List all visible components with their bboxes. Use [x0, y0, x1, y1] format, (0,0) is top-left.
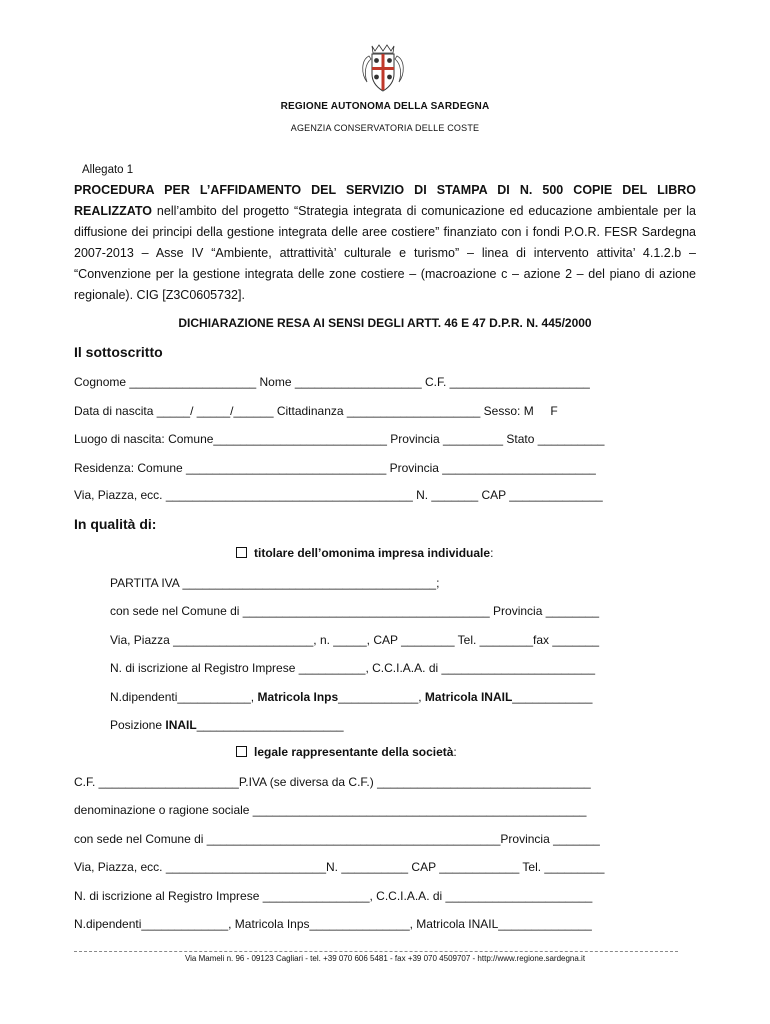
- field-data-nascita[interactable]: Data di nascita _____/ _____/______ Cittadinanza ____________________ Sesso: M F: [74, 404, 558, 418]
- qualita-heading: In qualità di:: [74, 516, 157, 532]
- field-via-piazza-societa[interactable]: Via, Piazza, ecc. ________________________N. __________ CAP ____________ Tel. _________: [74, 860, 605, 874]
- option-legale-label: legale rappresentante della società: [254, 745, 454, 759]
- field-via-piazza-titolare[interactable]: Via, Piazza _____________________, n. _____, CAP ________ Tel. ________fax _______: [110, 633, 600, 647]
- field-luogo-nascita[interactable]: Luogo di nascita: Comune__________________________ Provincia _________ Stato __________: [74, 432, 605, 446]
- field-partita-iva[interactable]: PARTITA IVA ______________________________________;: [110, 576, 440, 590]
- declaration-heading: DICHIARAZIONE RESA AI SENSI DEGLI ARTT. 46 E 47 D.P.R. N. 445/2000: [178, 316, 592, 330]
- field-denominazione[interactable]: denominazione o ragione sociale __________________________________________________: [74, 803, 587, 817]
- field-dipendenti-matricole[interactable]: N.dipendenti___________, Matricola Inps____________, Matricola INAIL____________: [110, 690, 593, 704]
- field-cognome-nome-cf[interactable]: Cognome ___________________ Nome ___________________ C.F. _____________________: [74, 375, 590, 389]
- procedure-title-bold: PROCEDURA PER L’AFFIDAMENTO DEL SERVIZIO DI STAMPA DI N. 500 COPIE DEL LIBRO REALIZZATO: [74, 183, 696, 218]
- field-residenza[interactable]: Residenza: Comune ______________________________ Provincia _______________________: [74, 461, 596, 475]
- procedure-title: [74, 180, 696, 306]
- field-cf-piva-societa[interactable]: C.F. _____________________P.IVA (se diversa da C.F.) ________________________________: [74, 775, 591, 789]
- field-registro-imprese-societa[interactable]: N. di iscrizione al Registro Imprese ________________, C.C.I.A.A. di ______________________: [74, 889, 593, 903]
- option-legale-rappresentante[interactable]: legale rappresentante della società:: [236, 745, 457, 759]
- checkbox-titolare[interactable]: [236, 547, 247, 558]
- field-registro-imprese[interactable]: N. di iscrizione al Registro Imprese __________, C.C.I.A.A. di _______________________: [110, 661, 595, 675]
- region-name: REGIONE AUTONOMA DELLA SARDEGNA: [280, 101, 490, 112]
- field-dipendenti-societa[interactable]: N.dipendenti_____________, Matricola Inps_______________, Matricola INAIL______________: [74, 917, 592, 931]
- option-titolare[interactable]: titolare dell’omonima impresa individuale:: [236, 546, 493, 560]
- field-sede-comune-societa[interactable]: con sede nel Comune di ____________________________________________Provincia _______: [74, 832, 600, 846]
- field-posizione-inail[interactable]: Posizione INAIL______________________: [110, 718, 344, 732]
- checkbox-legale-rappresentante[interactable]: [236, 746, 247, 757]
- agency-name: AGENZIA CONSERVATORIA DELLE COSTE: [290, 123, 480, 133]
- sottoscritto-heading: Il sottoscritto: [74, 344, 163, 360]
- footer-divider: [74, 951, 678, 952]
- option-titolare-label: titolare dell’omonima impresa individuale: [254, 546, 491, 560]
- procedure-title-rest: nell’ambito del progetto “Strategia integrata di comunicazione ed educazione ambientale per la diffusione dei principi della gestione integrata delle aree costiere” finanziato con i fondi P.O.R. FESR Sardegna 2007-2013 – Asse IV “Ambiente, attrattività’ culturale e turismo” – linea di intervento attivita’ 4.1.2.b – “Convenzione per la gestione integrata delle zone costiere – (macroazione c – azione 2 – del piano di azione regionale). CIG [Z3C0605732].: [74, 204, 696, 302]
- footer-address: Via Mameli n. 96 - 09123 Cagliari - tel. +39 070 606 5481 - fax +39 070 4509707 - http://www.regione.sardegna.it: [184, 954, 586, 963]
- field-via-piazza[interactable]: Via, Piazza, ecc. _____________________________________ N. _______ CAP ______________: [74, 488, 603, 502]
- field-sede-comune[interactable]: con sede nel Comune di _____________________________________ Provincia ________: [110, 604, 600, 618]
- attachment-label: Allegato 1: [82, 164, 134, 176]
- sardinia-coat-of-arms-icon: [355, 40, 411, 96]
